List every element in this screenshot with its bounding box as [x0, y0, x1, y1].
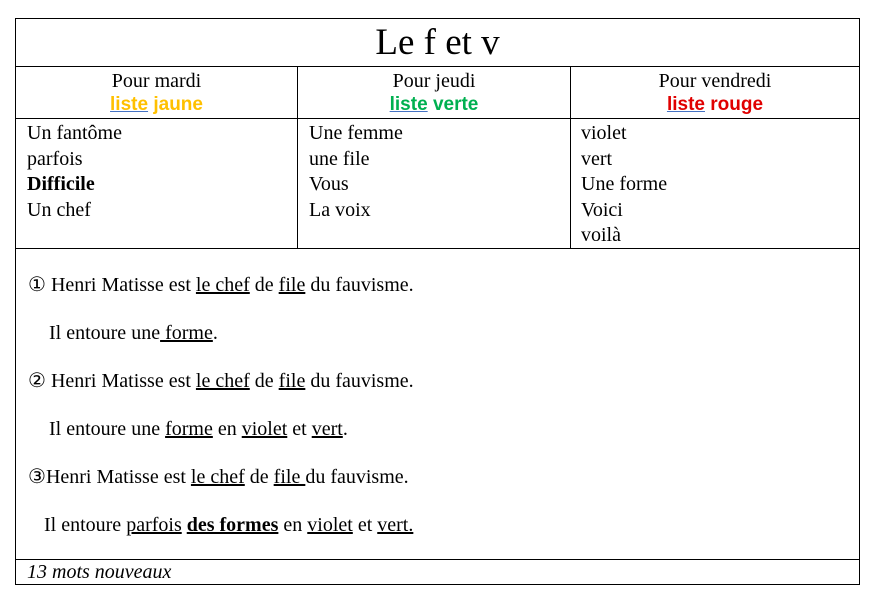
underlined-word: le chef: [195, 274, 250, 296]
day-label-vendredi: Pour vendredi: [658, 70, 772, 92]
sentence-3b: [44, 513, 413, 537]
words-jeudi: [298, 119, 571, 248]
sentence-2b: [49, 417, 348, 441]
list-color-mardi: jaune: [153, 94, 203, 115]
word-item: Vous: [309, 173, 349, 195]
footer-row: [16, 560, 859, 584]
word-item: voilà: [581, 224, 621, 246]
sentence-text: Henri Matisse est: [45, 274, 196, 296]
word-item: Difficile: [27, 173, 95, 195]
sentence-text: en: [212, 418, 242, 440]
underlined-word: le chef: [190, 466, 245, 488]
header-vendredi: [571, 67, 859, 118]
sentence-text: de: [244, 466, 274, 488]
word-item: vert: [581, 147, 613, 170]
words-mardi: [16, 119, 298, 248]
number-marker: ②: [28, 370, 46, 392]
list-label-jeudi: [298, 93, 570, 117]
sentence-text: Il entoure une: [49, 322, 161, 344]
header-mardi: [16, 67, 298, 118]
sentence-text: Il entoure une: [49, 418, 166, 440]
list-color-jeudi: verte: [432, 94, 479, 115]
underlined-word: violet: [307, 514, 353, 536]
word-item: Voici: [581, 198, 623, 221]
word-item: violet: [581, 122, 627, 144]
number-marker: ③: [28, 466, 46, 488]
underlined-word: vert.: [377, 514, 414, 536]
sentence-text: .: [212, 322, 218, 344]
sentence-text: du fauvisme.: [305, 274, 414, 296]
title-row: [16, 19, 859, 67]
sentence-text: .: [342, 418, 348, 440]
list-label-vendredi: [571, 93, 859, 117]
underlined-word: vert: [311, 418, 343, 440]
list-word-mardi: liste: [110, 94, 149, 115]
header-row: [16, 67, 859, 119]
word-item: Un fantôme: [27, 122, 122, 144]
header-jeudi: [298, 67, 571, 118]
word-item: Un chef: [27, 198, 91, 221]
list-word-vendredi: liste: [666, 94, 705, 115]
underlined-word: forme: [160, 322, 213, 344]
sentence-text: Henri Matisse est: [45, 370, 196, 392]
sentence-text: de: [249, 274, 279, 296]
underlined-word: violet: [241, 418, 288, 440]
sentence-1b: [49, 321, 218, 345]
day-label-jeudi: Pour jeudi: [392, 70, 476, 92]
sentence-text: en: [278, 514, 308, 536]
word-item: La voix: [309, 198, 371, 221]
list-label-mardi: [16, 93, 297, 117]
word-item: Une femme: [309, 122, 403, 144]
word-item: Une forme: [581, 173, 668, 195]
sentence-text: du fauvisme.: [305, 370, 414, 392]
sentence-text: et: [352, 514, 378, 536]
sentence-text: de: [249, 370, 279, 392]
words-vendredi: [571, 119, 859, 248]
sentence-text: et: [287, 418, 312, 440]
list-color-vendredi: rouge: [710, 94, 764, 115]
list-word-jeudi: liste: [389, 94, 428, 115]
word-item: une file: [309, 147, 370, 170]
underlined-word: des formes: [186, 514, 279, 536]
word-item: parfois: [27, 147, 83, 170]
page-title: Le f et v: [375, 22, 500, 63]
footer-note: 13 mots nouveaux: [27, 561, 172, 583]
underlined-word: file: [278, 274, 306, 296]
day-label-mardi: Pour mardi: [111, 70, 202, 92]
number-marker: ①: [28, 274, 46, 296]
sentences-row: [16, 249, 859, 560]
sentence-text: du fauvisme.: [305, 466, 409, 488]
words-row: [16, 119, 859, 249]
sentence-3: [28, 465, 409, 489]
sentence-1: [28, 273, 414, 297]
underlined-word: file: [273, 466, 306, 488]
sentence-2: [28, 369, 414, 393]
underlined-word: forme: [165, 418, 213, 440]
underlined-word: le chef: [195, 370, 250, 392]
sentence-text: Henri Matisse est: [45, 466, 191, 488]
sentence-text: Il entoure: [44, 514, 127, 536]
underlined-word: file: [278, 370, 306, 392]
word-list-table: [15, 18, 860, 585]
underlined-word: parfois: [126, 514, 182, 536]
